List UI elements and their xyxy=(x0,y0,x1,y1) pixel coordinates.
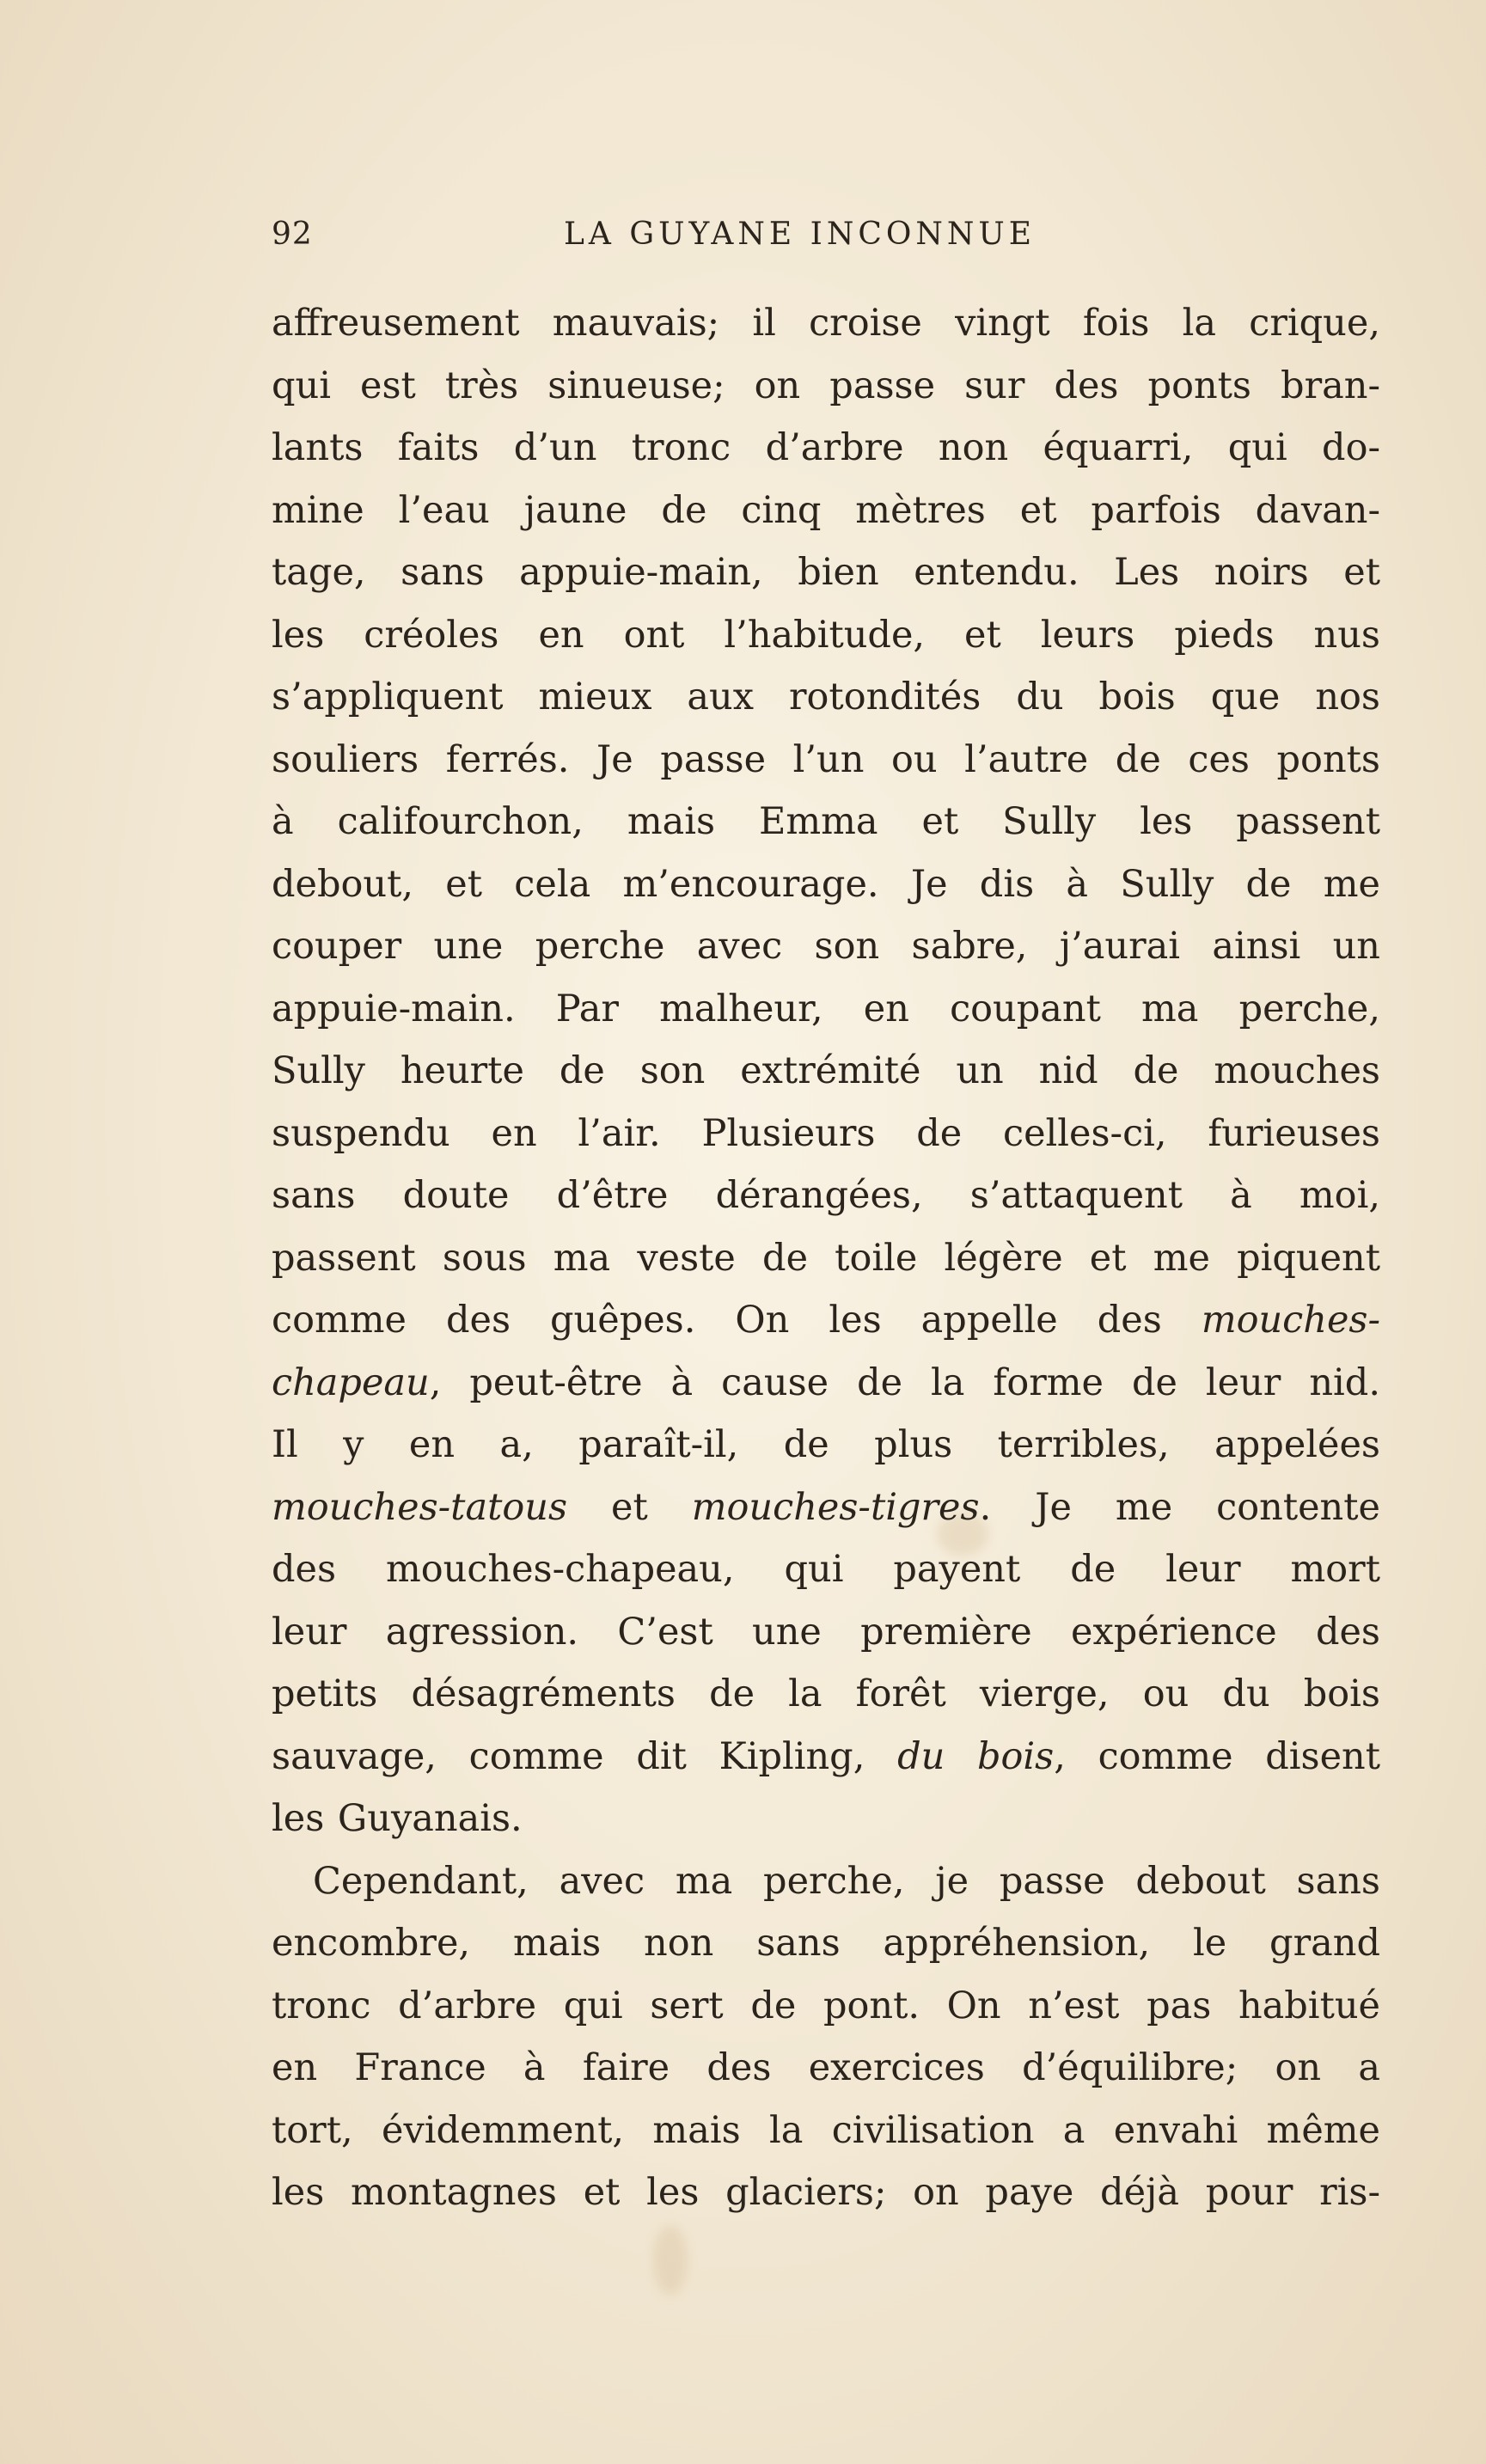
italic-term: mouches-tigres xyxy=(691,1485,980,1529)
text-line: les Guyanais. xyxy=(272,1797,523,1840)
page-header xyxy=(272,217,1095,268)
italic-term: mouches- xyxy=(1201,1299,1380,1342)
text-line: à califourchon, mais Emma et Sully les passent xyxy=(272,800,1380,843)
italic-term: mouches-tatous xyxy=(272,1485,568,1529)
running-title: LA GUYANE INCONNUE xyxy=(564,217,1037,252)
text-line: encombre, mais non sans appréhension, le grand xyxy=(272,1922,1380,1965)
text-line: les créoles en ont l’habitude, et leurs pieds nus xyxy=(272,613,1380,657)
text-line: mine l’eau jaune de cinq mètres et parfois davan- xyxy=(272,488,1380,532)
text-line: debout, et cela m’encourage. Je dis à Sully de me xyxy=(272,862,1380,906)
text-line: comme des guêpes. On les appelle des mouches- xyxy=(272,1299,1380,1342)
text-line: affreusement mauvais; il croise vingt fois la crique, xyxy=(272,302,1380,345)
text-line: qui est très sinueuse; on passe sur des ponts bran- xyxy=(272,364,1380,407)
text-line: tronc d’arbre qui sert de pont. On n’est pas habitué xyxy=(272,1984,1380,2027)
text-line: appuie-main. Par malheur, en coupant ma perche, xyxy=(272,987,1380,1030)
text-line: lants faits d’un tronc d’arbre non équarri, qui do- xyxy=(272,426,1380,469)
text-line: chapeau, peut-être à cause de la forme de leur nid. xyxy=(272,1360,1380,1404)
text-line: couper une perche avec son sabre, j’aurai ainsi un xyxy=(272,925,1380,968)
text-line: souliers ferrés. Je passe l’un ou l’autre de ces ponts xyxy=(272,737,1380,781)
text-line: leur agression. C’est une première expérience des xyxy=(272,1610,1380,1654)
italic-term: du bois xyxy=(897,1734,1055,1778)
text-line: tort, évidemment, mais la civilisation a envahi même xyxy=(272,2108,1380,2152)
text-line: les montagnes et les glaciers; on paye déjà pour ris- xyxy=(272,2171,1380,2214)
italic-term: chapeau xyxy=(272,1360,430,1404)
text-line: des mouches-chapeau, qui payent de leur mort xyxy=(272,1548,1380,1591)
body-text xyxy=(272,292,1380,2224)
text-line: sans doute d’être dérangées, s’attaquent à moi, xyxy=(272,1174,1380,1217)
text-line: Cependant, avec ma perche, je passe debout sans xyxy=(313,1859,1380,1903)
text-line: passent sous ma veste de toile légère et me piquent xyxy=(272,1236,1380,1280)
page-number: 92 xyxy=(272,217,313,252)
text-line: mouches-tatous et mouches-tigres. Je me contente xyxy=(272,1485,1380,1529)
text-line: Sully heurte de son extrémité un nid de mouches xyxy=(272,1049,1380,1092)
text-line: Il y en a, paraît-il, de plus terribles, appelées xyxy=(272,1423,1380,1466)
text-line: tage, sans appuie-main, bien entendu. Les noirs et xyxy=(272,551,1380,594)
text-line: en France à faire des exercices d’équilibre; on a xyxy=(272,2046,1380,2089)
foxing-spot xyxy=(653,2226,688,2295)
text-line: suspendu en l’air. Plusieurs de celles-ci, furieuses xyxy=(272,1111,1380,1155)
text-line: s’appliquent mieux aux rotondités du bois que nos xyxy=(272,676,1380,718)
text-line: petits désagréments de la forêt vierge, ou du bois xyxy=(272,1672,1380,1715)
text-line: sauvage, comme dit Kipling, du bois, comme disent xyxy=(272,1734,1380,1778)
